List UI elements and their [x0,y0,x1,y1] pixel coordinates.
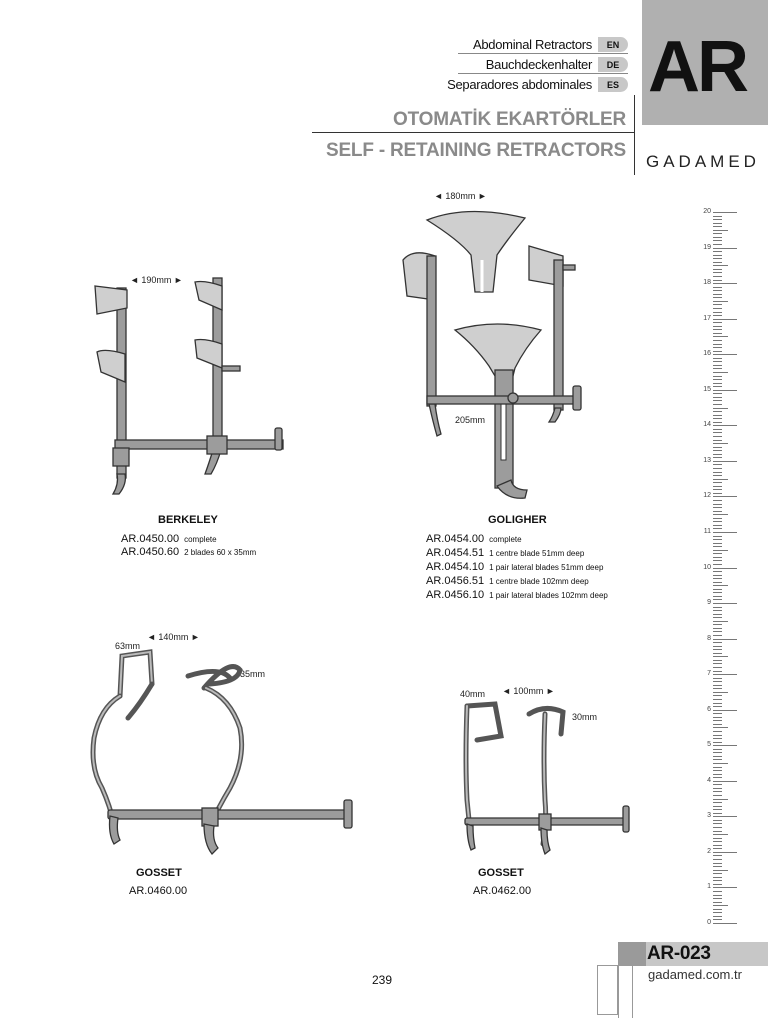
ruler-tick [713,379,722,380]
ruler-tick [713,422,722,423]
ruler-tick [713,834,728,835]
product-description: complete [489,535,522,544]
ruler-tick [713,475,722,476]
ruler-label: 1 [707,883,711,891]
ruler-tick [713,425,737,426]
ruler-tick [713,841,722,842]
ruler-tick [713,816,737,817]
ruler-tick [713,713,722,714]
ruler-tick [713,436,722,437]
ruler-tick [713,312,722,313]
ruler-tick [713,294,722,295]
ruler-tick [713,244,722,245]
ruler-label: 14 [703,421,711,429]
product-code: AR.0454.10 [426,561,485,573]
ruler-tick [713,504,722,505]
language-tag-de: DE [598,57,628,72]
catalog-code-accent [619,942,646,966]
ruler-tick [713,838,722,839]
ruler-tick [713,767,722,768]
ruler-tick [713,635,722,636]
ruler-tick [713,336,728,337]
ruler-tick [713,358,722,359]
language-label-de: Bauchdeckenhalter [485,57,592,72]
ruler-tick [713,376,722,377]
ruler-tick [713,891,722,892]
section-title-en: SELF - RETAINING RETRACTORS [325,140,626,161]
ruler-tick [713,788,722,789]
ruler-tick [713,543,722,544]
gosset-small-width-dimension: ◄ 100mm ► [502,686,555,696]
cm-ruler [703,205,737,930]
ruler-tick [713,717,722,718]
ruler-tick [713,539,722,540]
ruler-tick [713,653,722,654]
product-code: AR.0454.51 [426,547,485,559]
ruler-label: 18 [703,279,711,287]
ruler-tick [713,674,737,675]
ruler-tick [713,774,722,775]
ruler-tick [713,777,722,778]
ruler-tick [713,877,722,878]
section-letter-block [642,0,768,125]
ruler-tick [713,806,722,807]
ruler-tick [713,372,728,373]
ruler-tick [713,532,737,533]
ruler-tick [713,831,722,832]
product-code: AR.0450.00 [121,533,180,545]
ruler-tick [713,557,722,558]
ruler-tick [713,592,722,593]
ruler-tick [713,447,722,448]
ruler-label: 9 [707,599,711,607]
ruler-tick [713,322,722,323]
ruler-tick [713,607,722,608]
berkeley-item-2 [121,542,256,560]
ruler-tick [713,752,722,753]
ruler-tick [713,493,722,494]
ruler-tick [713,560,722,561]
ruler-tick [713,283,737,284]
product-code: AR.0450.60 [121,546,180,558]
ruler-tick [713,749,722,750]
ruler-tick [713,479,728,480]
ruler-tick [713,265,728,266]
footer-box [597,965,618,1015]
ruler-tick [713,873,722,874]
ruler-tick [713,695,722,696]
ruler-tick [713,678,722,679]
ruler-tick [713,688,722,689]
ruler-tick [713,443,728,444]
ruler-tick [713,582,722,583]
section-title-tr: OTOMATİK EKARTÖRLER [393,109,626,130]
ruler-tick [713,319,737,320]
ruler-tick [713,813,722,814]
ruler-tick [713,642,722,643]
ruler-tick [713,429,722,430]
title-vertical-rule [634,95,635,175]
ruler-tick [713,631,722,632]
ruler-tick [713,255,722,256]
ruler-tick [713,742,722,743]
gosset-large-item [129,881,187,899]
ruler-tick [713,610,722,611]
ruler-tick [713,248,737,249]
ruler-tick [713,845,722,846]
language-row-es [447,76,628,93]
ruler-label: 16 [703,350,711,358]
ruler-tick [713,400,722,401]
ruler-tick [713,546,722,547]
ruler-tick [713,329,722,330]
ruler-tick [713,223,722,224]
ruler-tick [713,297,722,298]
gosset-large-width-dimension: ◄ 140mm ► [147,632,200,642]
ruler-label: 20 [703,208,711,215]
ruler-tick [713,571,722,572]
ruler-tick [713,628,722,629]
ruler-tick [713,564,722,565]
berkeley-name: BERKELEY [158,514,218,526]
ruler-tick [713,763,728,764]
ruler-tick [713,468,722,469]
ruler-label: 15 [703,385,711,393]
goligher-item-5 [426,585,608,603]
ruler-tick [713,361,722,362]
ruler-tick [713,919,722,920]
ruler-tick [713,649,722,650]
ruler-tick [713,916,722,917]
ruler-tick [713,720,722,721]
ruler-tick [713,887,737,888]
gosset-large-right-dimension: 35mm [240,669,266,679]
ruler-tick [713,852,737,853]
language-row-en [473,36,628,53]
ruler-tick [713,759,722,760]
ruler-tick [713,276,722,277]
ruler-tick [713,870,728,871]
gosset-small-right-dimension: 30mm [572,712,598,722]
ruler-tick [713,859,722,860]
ruler-tick [713,450,722,451]
brand-logo: GADAMED [646,152,760,171]
ruler-label: 2 [707,847,711,855]
ruler-tick [713,784,722,785]
ruler-label: 5 [707,741,711,749]
website-url: gadamed.com.tr [648,967,742,982]
ruler-tick [713,660,722,661]
ruler-tick [713,333,722,334]
ruler-tick [713,703,722,704]
ruler-tick [713,710,737,711]
gosset-small-retractor-image [455,700,635,860]
gosset-large-retractor-image [80,648,360,863]
ruler-label: 10 [703,563,711,571]
product-description: 1 pair lateral blades 102mm deep [489,591,608,600]
ruler-tick [713,489,722,490]
ruler-tick [713,791,722,792]
product-description: 1 centre blade 51mm deep [489,549,585,558]
ruler-tick [713,368,722,369]
ruler-tick [713,706,722,707]
ruler-tick [713,514,728,515]
ruler-tick [713,820,722,821]
ruler-tick [713,699,722,700]
ruler-tick [713,596,722,597]
ruler-tick [713,905,728,906]
ruler-tick [713,308,722,309]
ruler-tick [713,219,722,220]
ruler-tick [713,799,728,800]
ruler-tick [713,347,722,348]
gosset-small-item [473,881,531,899]
product-code: AR.0454.00 [426,533,485,545]
ruler-tick [713,827,722,828]
ruler-tick [713,923,737,924]
product-code: AR.0456.51 [426,575,485,587]
gosset-small-name: GOSSET [478,867,524,879]
ruler-tick [713,461,737,462]
ruler-tick [713,365,722,366]
ruler-tick [713,621,728,622]
ruler-tick [713,216,722,217]
ruler-tick [713,528,722,529]
ruler-tick [713,656,728,657]
ruler-label: 7 [707,670,711,678]
ruler-tick [713,692,728,693]
ruler-tick [713,258,722,259]
ruler-tick [713,727,728,728]
catalog-code: AR-023 [647,943,711,964]
ruler-tick [713,351,722,352]
ruler-label: 19 [703,243,711,251]
ruler-tick [713,457,722,458]
gosset-small-left-dimension: 40mm [460,689,486,699]
ruler-tick [713,912,722,913]
product-description: 2 blades 60 x 35mm [184,548,257,557]
gosset-large-name: GOSSET [136,867,182,879]
ruler-label: 6 [707,705,711,713]
ruler-tick [713,383,722,384]
ruler-tick [713,536,722,537]
ruler-label: 13 [703,456,711,464]
goligher-width-dimension: ◄ 180mm ► [434,191,487,201]
ruler-tick [713,866,722,867]
language-label-es: Separadores abdominales [447,77,592,92]
ruler-label: 12 [703,492,711,500]
ruler-tick [713,464,722,465]
ruler-tick [713,280,722,281]
language-row-de [486,56,628,73]
ruler-tick [713,482,722,483]
ruler-tick [713,486,722,487]
product-description: 1 pair lateral blades 51mm deep [489,563,604,572]
product-code: AR.0460.00 [129,885,188,897]
ruler-tick [713,599,722,600]
section-letters: AR [648,27,746,107]
ruler-tick [713,902,722,903]
ruler-tick [713,809,722,810]
ruler-tick [713,745,737,746]
ruler-tick [713,863,722,864]
ruler-tick [713,344,722,345]
ruler-tick [713,909,722,910]
ruler-tick [713,472,722,473]
ruler-tick [713,386,722,387]
ruler-tick [713,880,722,881]
ruler-tick [713,646,722,647]
ruler-tick [713,511,722,512]
ruler-tick [713,251,722,252]
ruler-tick [713,301,728,302]
language-tag-en: EN [598,37,628,52]
ruler-tick [713,624,722,625]
ruler-tick [713,553,722,554]
ruler-tick [713,393,722,394]
ruler-label: 17 [703,314,711,322]
ruler-tick [713,233,722,234]
ruler-tick [713,521,722,522]
ruler-tick [713,568,737,569]
ruler-tick [713,731,722,732]
ruler-tick [713,617,722,618]
ruler-tick [713,550,728,551]
product-description: complete [184,535,217,544]
language-label-en: Abdominal Retractors [473,37,592,52]
language-rule [458,53,628,54]
ruler-tick [713,671,722,672]
ruler-tick [713,724,722,725]
ruler-tick [713,326,722,327]
ruler-tick [713,230,728,231]
footer-rule [632,966,633,1018]
ruler-tick [713,639,737,640]
ruler-tick [713,525,722,526]
ruler-tick [713,340,722,341]
ruler-tick [713,518,722,519]
ruler-tick [713,418,722,419]
ruler-tick [713,585,728,586]
ruler-tick [713,404,722,405]
ruler-tick [713,756,722,757]
ruler-tick [713,884,722,885]
ruler-tick [713,226,722,227]
ruler-tick [713,440,722,441]
ruler-tick [713,240,722,241]
berkeley-retractor-image [95,278,295,498]
ruler-tick [713,262,722,263]
ruler-tick [713,397,722,398]
product-code: AR.0456.10 [426,589,485,601]
gosset-large-left-dimension: 63mm [115,641,141,651]
ruler-tick [713,290,722,291]
language-rule [458,73,628,74]
ruler-tick [713,823,722,824]
ruler-label: 11 [703,527,711,535]
ruler-tick [713,390,737,391]
product-code: AR.0462.00 [473,885,532,897]
goligher-name: GOLIGHER [488,514,547,526]
ruler-tick [713,663,722,664]
ruler-label: 0 [707,919,711,926]
goligher-depth-dimension: 205mm [455,415,486,425]
ruler-tick [713,454,722,455]
ruler-tick [713,685,722,686]
product-description: 1 centre blade 102mm deep [489,577,589,586]
ruler-tick [713,575,722,576]
ruler-tick [713,589,722,590]
ruler-tick [713,411,722,412]
ruler-tick [713,770,722,771]
language-tag-es: ES [598,77,628,92]
ruler-tick [713,603,737,604]
ruler-tick [713,578,722,579]
ruler-tick [713,735,722,736]
ruler-tick [713,272,722,273]
ruler-tick [713,212,737,213]
ruler-tick [713,315,722,316]
berkeley-width-dimension: ◄ 190mm ► [130,275,183,285]
ruler-tick [713,237,722,238]
ruler-tick [713,304,722,305]
ruler-tick [713,500,722,501]
ruler-tick [713,667,722,668]
ruler-tick [713,781,737,782]
ruler-tick [713,895,722,896]
ruler-tick [713,614,722,615]
ruler-tick [713,802,722,803]
ruler-tick [713,855,722,856]
ruler-tick [713,496,737,497]
goligher-retractor-image [397,200,597,505]
ruler-tick [713,507,722,508]
ruler-label: 4 [707,776,711,784]
ruler-tick [713,287,722,288]
ruler-tick [713,898,722,899]
ruler-label: 8 [707,634,711,642]
page-number: 239 [372,973,393,987]
ruler-tick [713,408,728,409]
ruler-tick [713,269,722,270]
ruler-tick [713,681,722,682]
ruler-tick [713,432,722,433]
ruler-tick [713,848,722,849]
title-rule [312,132,634,133]
ruler-label: 3 [707,812,711,820]
ruler-tick [713,795,722,796]
ruler-tick [713,415,722,416]
ruler-tick [713,354,737,355]
ruler-tick [713,738,722,739]
